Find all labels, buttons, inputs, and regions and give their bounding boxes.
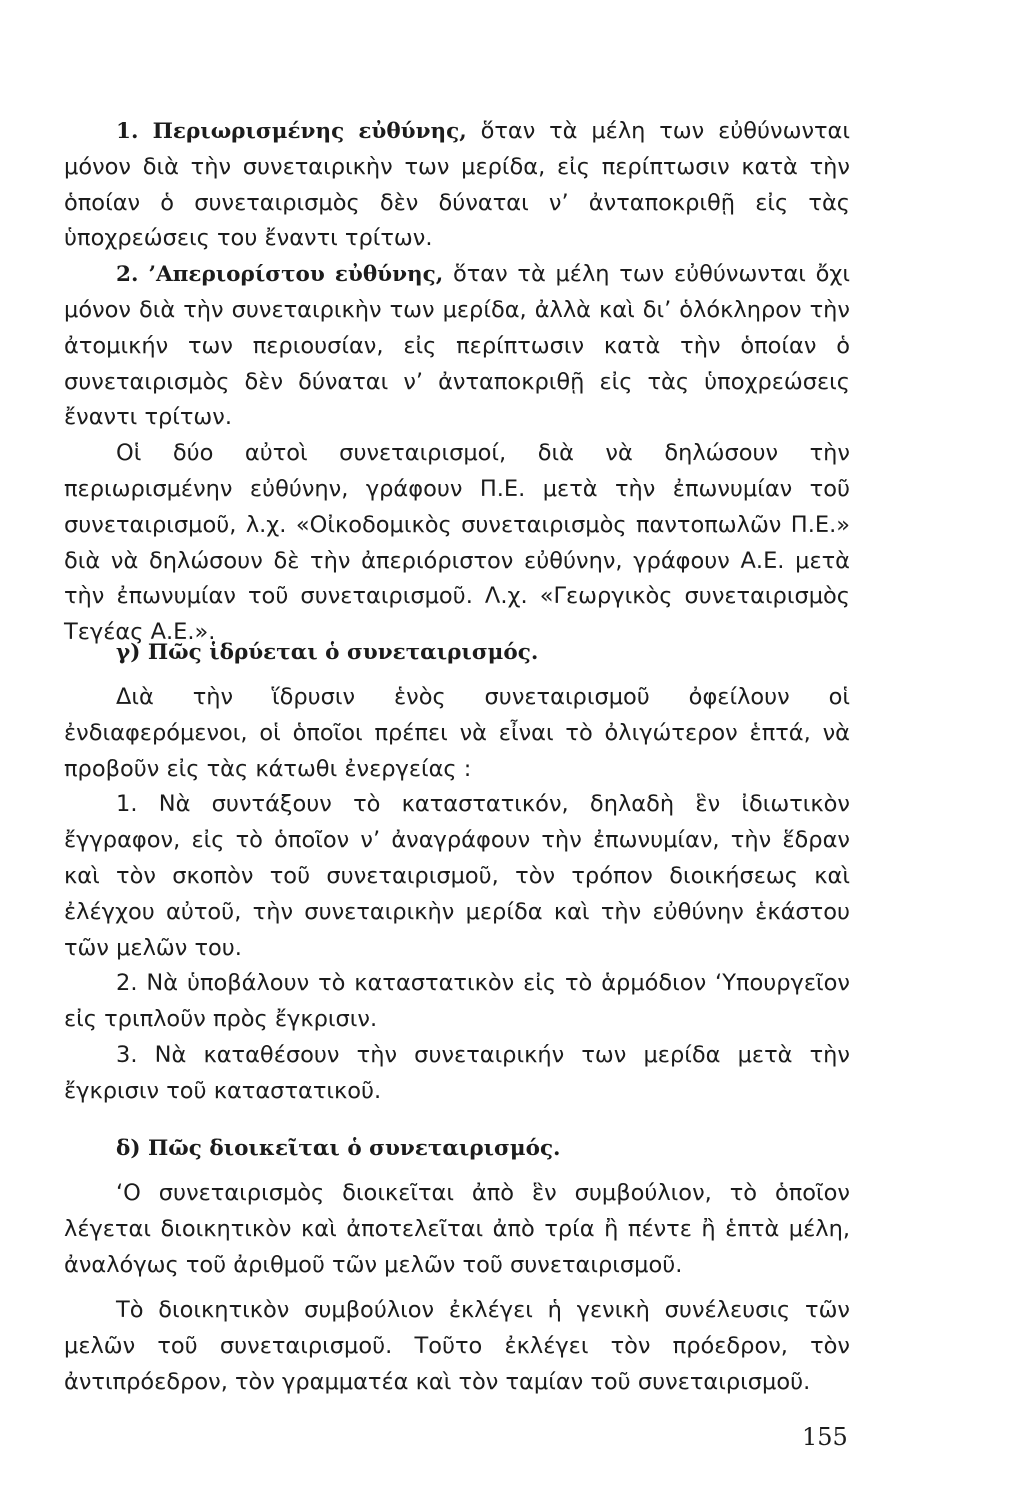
board-composition-paragraph: ‘Ο συνεταιρισμὸς διοικεῖται ἀπὸ ἓν συμβούλιον, τὸ ὁποῖον λέγεται διοικητικὸν καὶ ἀποτελεῖται ἀπὸ τρία ἢ πέντε ἢ ἑπτὰ μέλη, ἀναλόγως τοῦ ἀριθμοῦ τῶν μελῶν τοῦ συνεταιρισμοῦ. bbox=[64, 1180, 850, 1278]
founding-intro-paragraph: Διὰ τὴν ἵδρυσιν ἑνὸς συνεταιρισμοῦ ὀφείλουν οἱ ἐνδιαφερόμενοι, οἱ ὁποῖοι πρέπει νὰ εἶναι τὸ ὀλιγώτερον ἑπτά, νὰ προβοῦν εἰς τὰς κάτωθι ἐνεργείας : bbox=[64, 684, 850, 782]
founding-section bbox=[64, 680, 850, 1110]
section-heading-founding: γ) Πῶς ἱδρύεται ὁ συνεταιρισμός. bbox=[116, 640, 539, 665]
section-heading-administration: δ) Πῶς διοικεῖται ὁ συνεταιρισμός. bbox=[116, 1136, 561, 1161]
board-election-paragraph: Τὸ διοικητικὸν συμβούλιον ἐκλέγει ἡ γενικὴ συνέλευσις τῶν μελῶν τοῦ συνεταιρισμοῦ. Τοῦτο ἐκλέγει τὸν πρόεδρον, τὸν ἀντιπρόεδρον, τὸν γραμματέα καὶ τὸν ταμίαν τοῦ συνεταιρισμοῦ. bbox=[64, 1297, 850, 1395]
administration-section bbox=[64, 1176, 850, 1401]
founding-step-2: 2. Νὰ ὑποβάλουν τὸ καταστατικὸν εἰς τὸ ἁρμόδιον ‘Υπουργεῖον εἰς τριπλοῦν πρὸς ἔγκρισιν. bbox=[64, 970, 850, 1033]
unlimited-liability-text: ὅταν τὰ μέλη των εὐθύνωνται ὄχι μόνον διὰ τὴν συνεταιρικὴν των μερίδα, ἀλλὰ καὶ δι’ ὁλόκληρον τὴν ἀτομικήν των περιουσίαν, εἰς περίπτωσιν κατὰ τὴν ὁποίαν ὁ συνεταιρισμὸς δὲν δύναται ν’ ἀνταποκριθῇ εἰς τὰς ὑποχρεώσεις ἔναντι τρίτων. bbox=[64, 261, 850, 431]
limited-liability-paragraph bbox=[64, 114, 850, 257]
limited-liability-term: 1. Περιωρισμένης εὐθύνης, bbox=[116, 119, 467, 144]
limited-liability-text: ὅταν τὰ μέλη των εὐθύνωνται μόνον διὰ τὴν συνεταιρικὴν των μερίδα, εἰς περίπτωσιν κατὰ τὴν ὁποίαν ὁ συνεταιρισμὸς δὲν δύναται ν’ ἀνταποκριθῇ εἰς τὰς ὑποχρεώσεις του ἔναντι τρίτων. bbox=[64, 118, 850, 252]
founding-step-3: 3. Νὰ καταθέσουν τὴν συνεταιρικήν των μερίδα μετὰ τὴν ἔγκρισιν τοῦ καταστατικοῦ. bbox=[64, 1041, 850, 1104]
unlimited-liability-term: 2. ’Απεριορίστου εὐθύνης, bbox=[116, 262, 444, 288]
abbreviation-paragraph: Οἱ δύο αὐτοὶ συνεταιρισμοί, διὰ νὰ δηλώσουν τὴν περιωρισμένην εὐθύνην, γράφουν Π.Ε. μετὰ τὴν ἐπωνυμίαν τοῦ συνεταιρισμοῦ, λ.χ. «Οἰκοδομικὸς συνεταιρισμὸς παντοπωλῶν Π.Ε.» διὰ νὰ δηλώσουν δὲ τὴν ἀπεριόριστον εὐθύνην, γράφουν Α.Ε. μετὰ τὴν ἐπωνυμίαν τοῦ συνεταιρισμοῦ. Λ.χ. «Γεωργικὸς συνεταιρισμὸς Τεγέας Α.Ε.». bbox=[64, 440, 850, 646]
founding-step-1: 1. Νὰ συντάξουν τὸ καταστατικόν, δηλαδὴ ἓν ἰδιωτικὸν ἔγγραφον, εἰς τὸ ὁποῖον ν’ ἀναγράφουν τὴν ἐπωνυμίαν, τὴν ἕδραν καὶ τὸν σκοπὸν τοῦ συνεταιρισμοῦ, τὸν τρόπον διοικήσεως καὶ ἐλέγχου αὐτοῦ, τὴν συνεταιρικὴν μερίδα καὶ τὴν εὐθύνην ἑκάστου τῶν μελῶν του. bbox=[64, 791, 850, 961]
liability-types-section bbox=[64, 114, 850, 651]
unlimited-liability-paragraph bbox=[64, 257, 850, 436]
page-number: 155 bbox=[802, 1423, 848, 1451]
